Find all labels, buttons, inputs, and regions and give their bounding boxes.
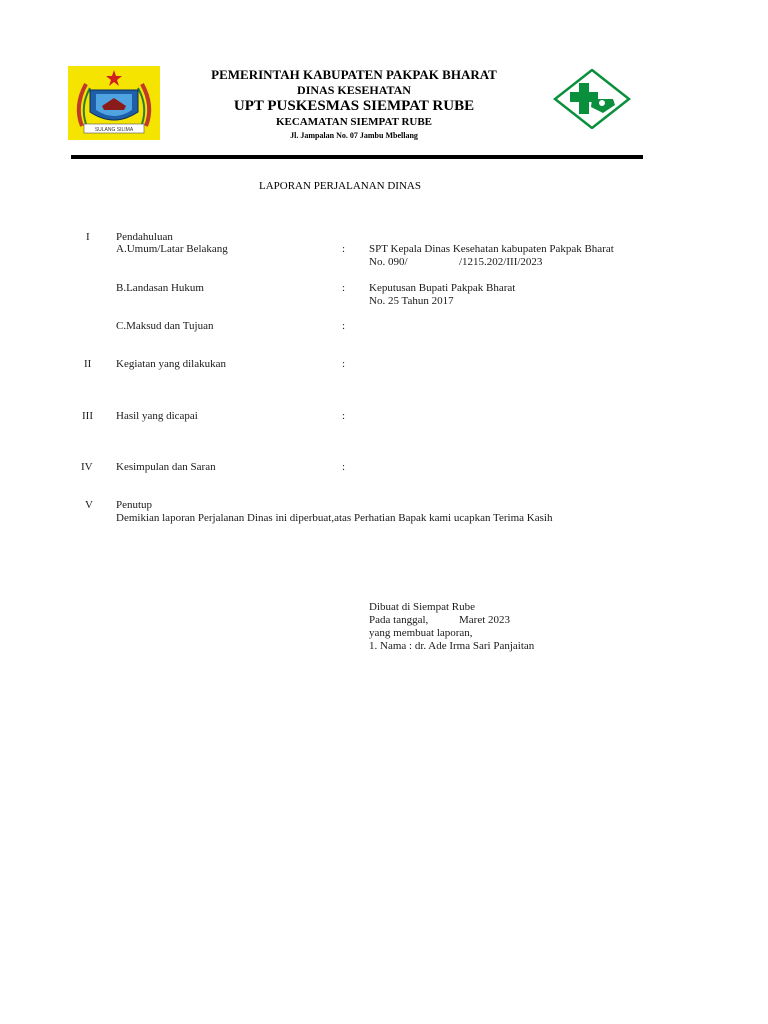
section-1b-value-1: Keputusan Bupati Pakpak Bharat bbox=[369, 282, 516, 294]
section-1a-value-1: SPT Kepala Dinas Kesehatan kabupaten Pakpak Bharat bbox=[369, 243, 614, 255]
section-5-text: Demikian laporan Perjalanan Dinas ini diperbuat,atas Perhatian Bapak kami ucapkan Terima Kasih bbox=[116, 512, 553, 524]
section-1a-value-2a: No. 090/ bbox=[369, 256, 408, 268]
kop-line-4: KECAMATAN SIEMPAT RUBE bbox=[275, 116, 433, 128]
section-1-label: Pendahuluan bbox=[116, 231, 173, 243]
section-5-label: Penutup bbox=[116, 499, 153, 511]
section-1b-colon: : bbox=[342, 282, 346, 294]
section-1b-label: B.Landasan Hukum bbox=[116, 282, 204, 294]
signature-maker: yang membuat laporan, bbox=[369, 627, 473, 639]
section-2-label: Kegiatan yang dilakukan bbox=[116, 358, 226, 370]
section-3-number: III bbox=[82, 410, 93, 422]
section-1a-label: A.Umum/Latar Belakang bbox=[116, 243, 228, 255]
signature-place: Dibuat di Siempat Rube bbox=[369, 601, 476, 613]
signature-name: 1. Nama : dr. Ade Irma Sari Panjaitan bbox=[369, 640, 535, 652]
section-1-number: I bbox=[86, 231, 90, 243]
report-title: LAPORAN PERJALANAN DINAS bbox=[259, 180, 421, 192]
section-2-number: II bbox=[84, 358, 92, 370]
section-4-number: IV bbox=[81, 461, 93, 473]
letterhead-divider bbox=[71, 155, 643, 159]
section-4-colon: : bbox=[342, 461, 346, 473]
svg-text:SULANG SILIMA: SULANG SILIMA bbox=[94, 127, 134, 133]
section-5-number: V bbox=[85, 499, 93, 511]
signature-date-label: Pada tanggal, bbox=[369, 614, 429, 626]
pakpak-bharat-emblem-icon bbox=[68, 66, 160, 140]
kop-line-2: DINAS KESEHATAN bbox=[297, 83, 411, 97]
section-1c-colon: : bbox=[342, 320, 346, 332]
section-1a-value-2b: /1215.202/III/2023 bbox=[459, 256, 543, 268]
puskesmas-logo-icon bbox=[553, 69, 631, 129]
section-3-colon: : bbox=[342, 410, 346, 422]
section-3-label: Hasil yang dicapai bbox=[116, 410, 198, 422]
kop-line-1: PEMERINTAH KABUPATEN PAKPAK BHARAT bbox=[211, 67, 497, 82]
signature-date-value: Maret 2023 bbox=[459, 614, 511, 626]
section-2-colon: : bbox=[342, 358, 346, 370]
section-1b-value-2: No. 25 Tahun 2017 bbox=[369, 295, 454, 307]
kop-address: Jl. Jampalan No. 07 Jambu Mbellang bbox=[290, 131, 418, 140]
kop-line-3: UPT PUSKESMAS SIEMPAT RUBE bbox=[233, 98, 475, 114]
section-4-label: Kesimpulan dan Saran bbox=[116, 461, 216, 473]
section-1c-label: C.Maksud dan Tujuan bbox=[116, 320, 214, 332]
section-1a-colon: : bbox=[342, 243, 346, 255]
